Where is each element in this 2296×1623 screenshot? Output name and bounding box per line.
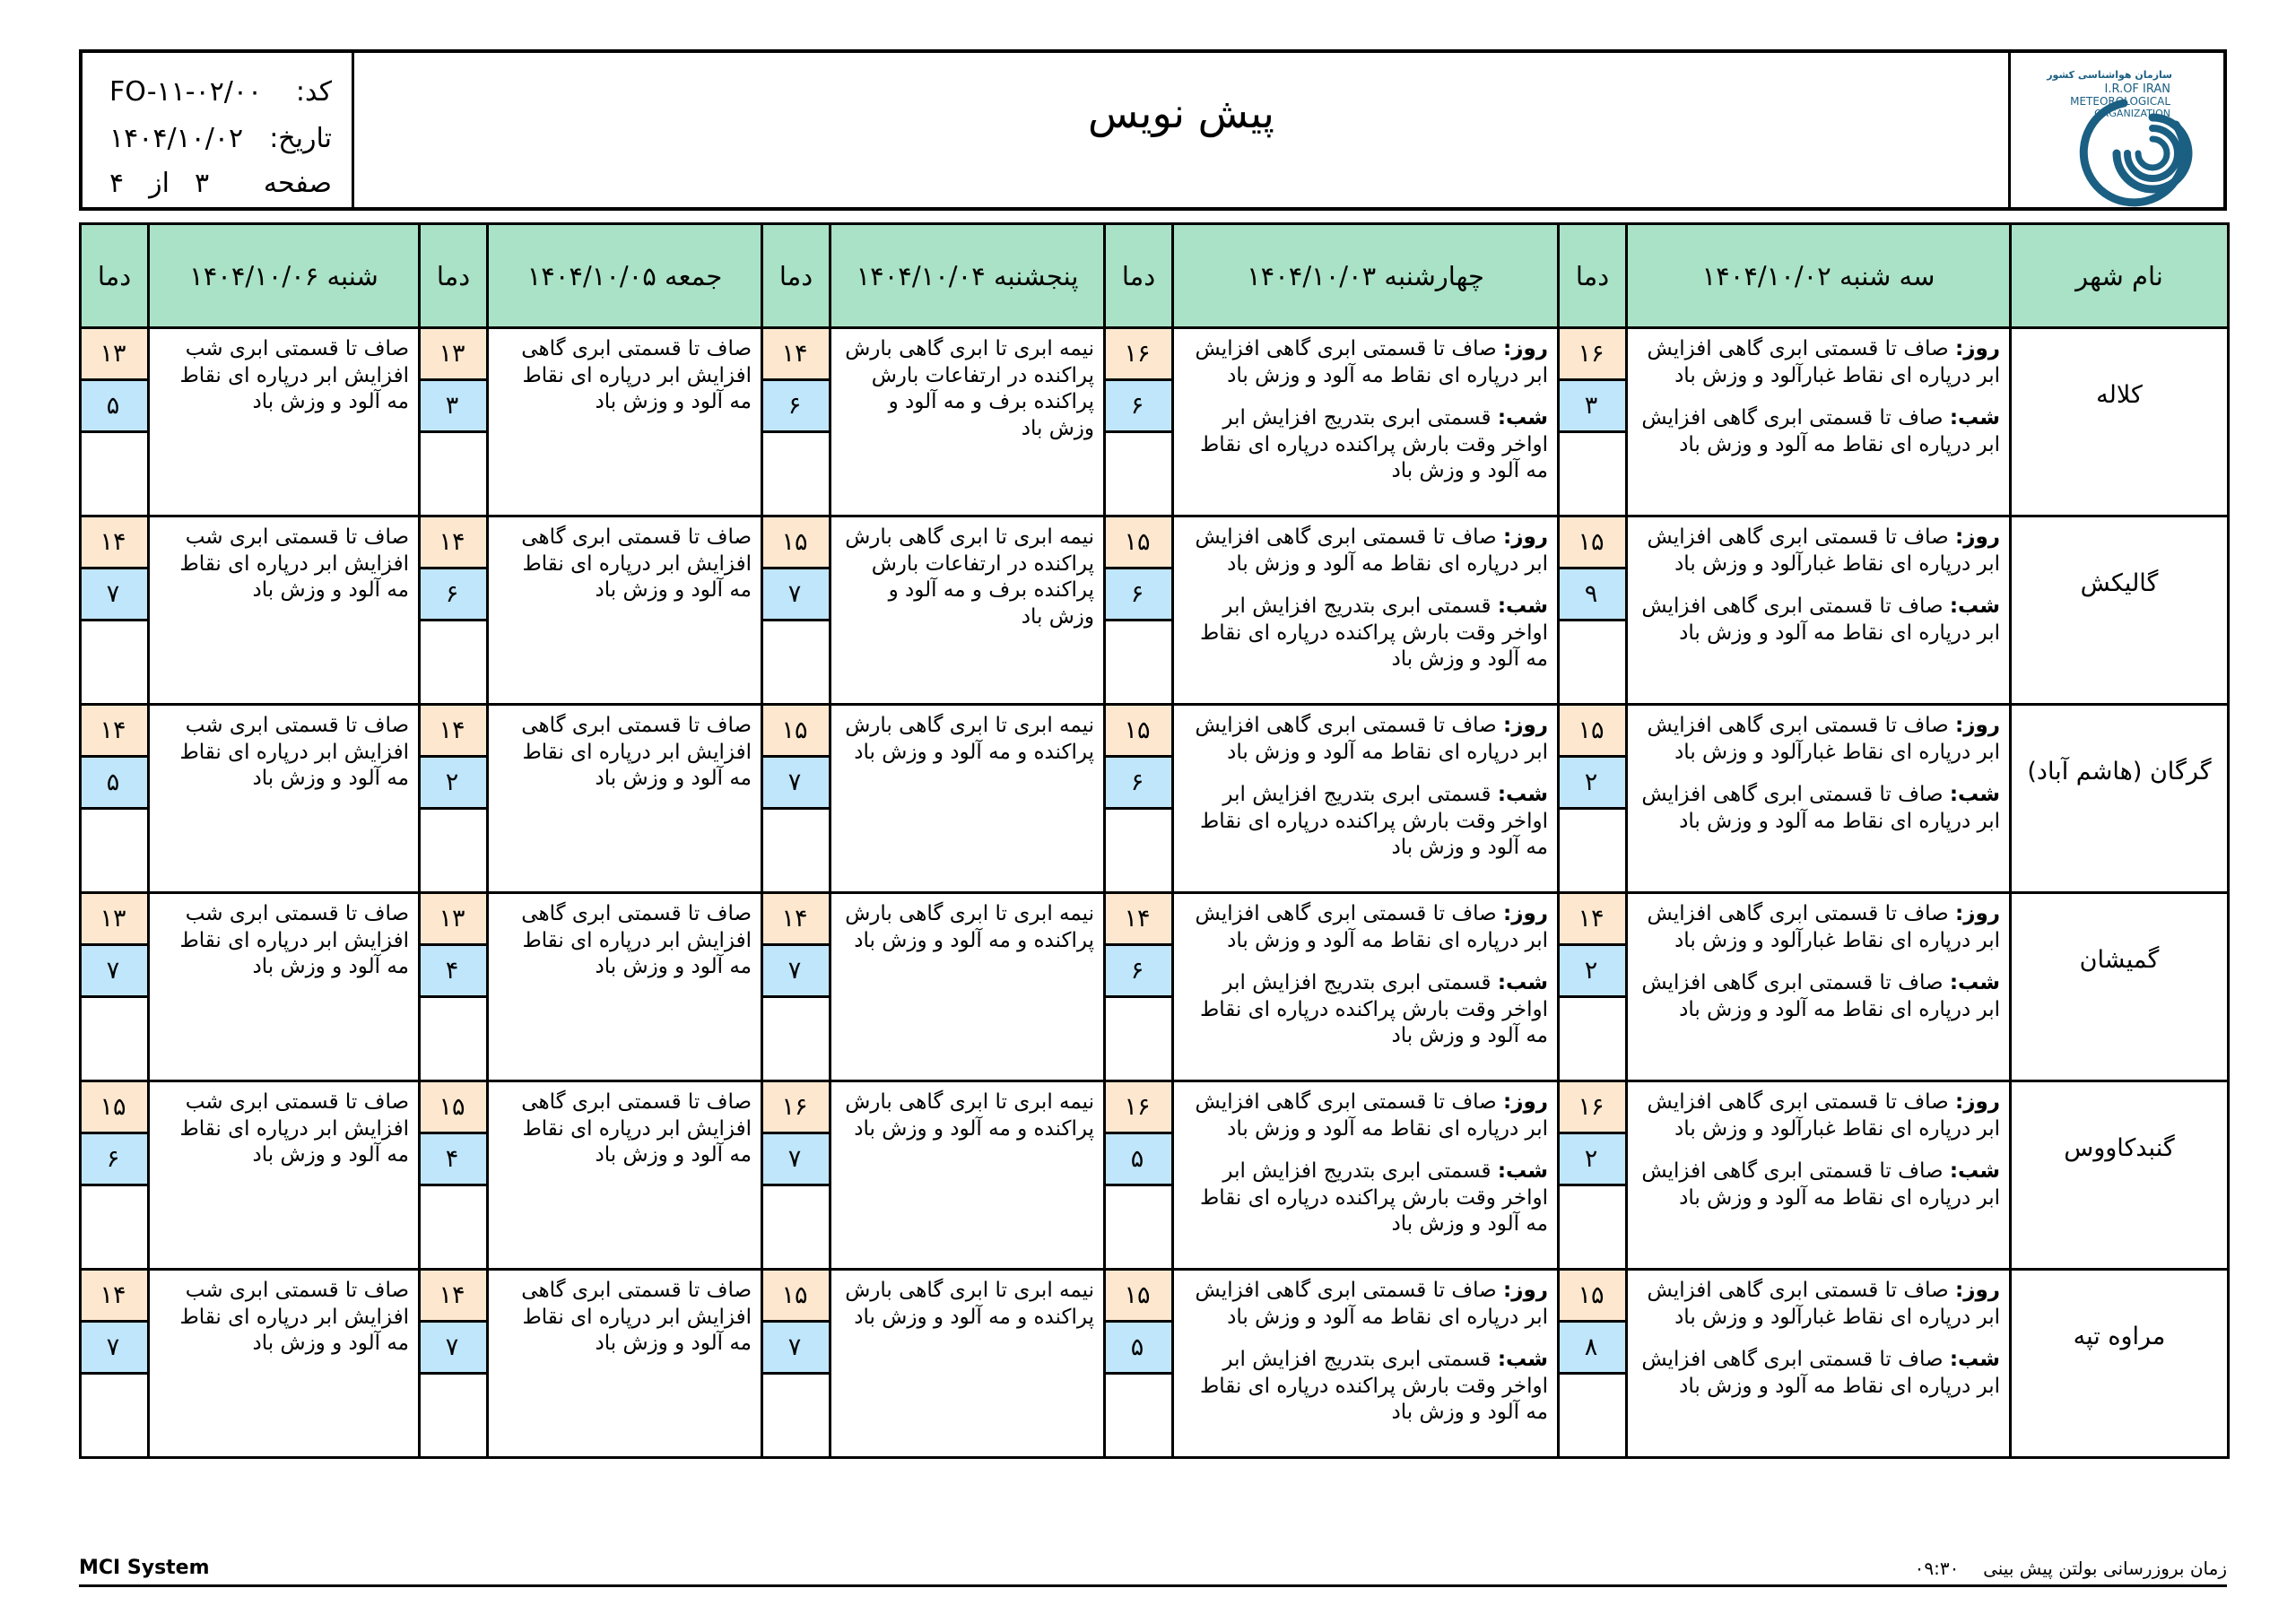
forecast-description-cell bbox=[1173, 1270, 1559, 1458]
temp-column-header: دما bbox=[81, 224, 149, 328]
day-forecast bbox=[1635, 901, 2000, 954]
night-label: شب: bbox=[1949, 1348, 2000, 1371]
day-column-header: پنجشنبه ۱۴۰۴/۱۰/۰۴ bbox=[831, 224, 1105, 328]
min-temperature: ۷ bbox=[761, 1323, 829, 1375]
forecast-description-cell bbox=[831, 705, 1105, 893]
max-temperature: ۱۵ bbox=[79, 1082, 147, 1134]
night-forecast-text: صاف تا قسمتی ابری گاهی افزایش ابر درپاره ای نقاط مه آلود و وزش باد bbox=[1641, 1159, 2000, 1210]
temperature-cell bbox=[1559, 328, 1627, 516]
forecast-description-cell bbox=[149, 705, 420, 893]
page-title: پیش نویس bbox=[1088, 89, 1274, 137]
min-temperature: ۶ bbox=[418, 569, 486, 621]
day-forecast-text: صاف تا قسمتی ابری گاهی افزایش ابر درپاره ای نقاط مه آلود و وزش باد bbox=[1195, 1279, 1548, 1329]
day-forecast bbox=[1635, 713, 2000, 766]
night-forecast-text: قسمتی ابری بتدریج افزایش ابر اواخر وقت بارش پراکنده درپاره ای نقاط مه آلود و وزش باد bbox=[1199, 1159, 1548, 1236]
forecast-description-cell bbox=[149, 893, 420, 1081]
night-label: شب: bbox=[1497, 406, 1548, 430]
forecast-text: صاف تا قسمتی ابری گاهی افزایش ابر درپاره ای نقاط مه آلود و وزش باد bbox=[521, 1090, 752, 1167]
day-forecast bbox=[1181, 713, 1548, 766]
forecast-description-cell bbox=[831, 1270, 1105, 1458]
night-forecast bbox=[1635, 594, 2000, 647]
forecast-text: صاف تا قسمتی ابری گاهی افزایش ابر درپاره ای نقاط مه آلود و وزش باد bbox=[521, 1279, 752, 1355]
city-name: مراوه تپه bbox=[2073, 1323, 2166, 1350]
page-footer bbox=[79, 1551, 2227, 1587]
day-column-header: چهارشنبه ۱۴۰۴/۱۰/۰۳ bbox=[1173, 224, 1559, 328]
min-temperature: ۲ bbox=[1557, 946, 1625, 998]
day-forecast-text: صاف تا قسمتی ابری گاهی افزایش ابر درپاره ای نقاط غبارآلود و وزش باد bbox=[1647, 902, 2000, 952]
max-temperature: ۱۵ bbox=[1557, 1271, 1625, 1323]
night-forecast-text: صاف تا قسمتی ابری گاهی افزایش ابر درپاره ای نقاط مه آلود و وزش باد bbox=[1641, 783, 2000, 833]
night-forecast bbox=[1181, 405, 1548, 485]
night-forecast-text: صاف تا قسمتی ابری گاهی افزایش ابر درپاره ای نقاط مه آلود و وزش باد bbox=[1641, 971, 2000, 1021]
forecast-description-cell bbox=[1627, 1081, 2011, 1270]
day-label: روز: bbox=[1503, 1090, 1548, 1114]
min-temperature: ۶ bbox=[1103, 946, 1171, 998]
night-forecast bbox=[1181, 594, 1548, 673]
max-temperature: ۱۵ bbox=[761, 706, 829, 758]
temperature-cell bbox=[1105, 328, 1173, 516]
max-temperature: ۱۳ bbox=[79, 894, 147, 946]
night-label: شب: bbox=[1497, 971, 1548, 994]
city-cell bbox=[2011, 705, 2229, 893]
forecast-description-cell bbox=[149, 516, 420, 705]
max-temperature: ۱۴ bbox=[418, 1271, 486, 1323]
night-forecast-text: صاف تا قسمتی ابری گاهی افزایش ابر درپاره ای نقاط مه آلود و وزش باد bbox=[1641, 406, 2000, 456]
temperature-cell bbox=[81, 705, 149, 893]
max-temperature: ۱۵ bbox=[1557, 517, 1625, 569]
min-temperature: ۷ bbox=[761, 946, 829, 998]
city-name: گالیکش bbox=[2080, 569, 2159, 597]
temperature-cell bbox=[420, 516, 488, 705]
logo-spiral-icon bbox=[2047, 62, 2217, 210]
temperature-cell bbox=[1105, 705, 1173, 893]
max-temperature: ۱۴ bbox=[761, 329, 829, 381]
forecast-description-cell bbox=[1173, 516, 1559, 705]
meta-date-row bbox=[109, 116, 332, 161]
day-label: روز: bbox=[1503, 525, 1548, 549]
min-temperature: ۲ bbox=[1557, 1134, 1625, 1186]
temperature-cell bbox=[1559, 893, 1627, 1081]
temperature-cell bbox=[1105, 516, 1173, 705]
forecast-text: صاف تا قسمتی ابری شب افزایش ابر درپاره ای نقاط مه آلود و وزش باد bbox=[179, 714, 409, 790]
forecast-text: صاف تا قسمتی ابری گاهی افزایش ابر درپاره ای نقاط مه آلود و وزش باد bbox=[521, 714, 752, 790]
day-forecast-text: صاف تا قسمتی ابری گاهی افزایش ابر درپاره ای نقاط غبارآلود و وزش باد bbox=[1647, 1279, 2000, 1329]
city-column-header: نام شهر bbox=[2011, 224, 2229, 328]
forecast-description-cell bbox=[1173, 328, 1559, 516]
forecast-description-cell bbox=[149, 1081, 420, 1270]
forecast-description-cell bbox=[831, 516, 1105, 705]
temperature-cell bbox=[1559, 516, 1627, 705]
max-temperature: ۱۶ bbox=[761, 1082, 829, 1134]
temp-column-header: دما bbox=[762, 224, 831, 328]
forecast-text: صاف تا قسمتی ابری گاهی افزایش ابر درپاره ای نقاط مه آلود و وزش باد bbox=[521, 337, 752, 413]
forecast-text: نیمه ابری تا ابری گاهی بارش پراکنده و مه آلود و وزش باد bbox=[845, 1090, 1094, 1141]
forecast-description-cell bbox=[488, 328, 762, 516]
day-forecast bbox=[1181, 1089, 1548, 1142]
logo-text-en-3: ORGANIZATION bbox=[2094, 108, 2170, 119]
forecast-text: صاف تا قسمتی ابری شب افزایش ابر درپاره ای نقاط مه آلود و وزش باد bbox=[179, 337, 409, 413]
min-temperature: ۶ bbox=[1103, 758, 1171, 810]
min-temperature: ۵ bbox=[1103, 1323, 1171, 1375]
max-temperature: ۱۵ bbox=[761, 1271, 829, 1323]
temperature-cell bbox=[420, 1270, 488, 1458]
min-temperature: ۲ bbox=[418, 758, 486, 810]
min-temperature: ۳ bbox=[1557, 381, 1625, 433]
meta-page-current: ۳ bbox=[194, 167, 210, 199]
update-info bbox=[1915, 1558, 2227, 1579]
temperature-cell bbox=[762, 516, 831, 705]
day-label: روز: bbox=[1503, 1279, 1548, 1302]
temperature-cell bbox=[81, 516, 149, 705]
day-forecast-text: صاف تا قسمتی ابری گاهی افزایش ابر درپاره ای نقاط مه آلود و وزش باد bbox=[1195, 337, 1548, 387]
table-row bbox=[81, 893, 2229, 1081]
temp-column-header: دما bbox=[1105, 224, 1173, 328]
max-temperature: ۱۵ bbox=[1103, 706, 1171, 758]
max-temperature: ۱۳ bbox=[79, 329, 147, 381]
night-forecast bbox=[1181, 1159, 1548, 1238]
temperature-cell bbox=[81, 1270, 149, 1458]
day-forecast-text: صاف تا قسمتی ابری گاهی افزایش ابر درپاره ای نقاط مه آلود و وزش باد bbox=[1195, 525, 1548, 576]
day-label: روز: bbox=[1955, 714, 2000, 737]
min-temperature: ۷ bbox=[761, 569, 829, 621]
max-temperature: ۱۵ bbox=[418, 1082, 486, 1134]
max-temperature: ۱۵ bbox=[761, 517, 829, 569]
day-forecast-text: صاف تا قسمتی ابری گاهی افزایش ابر درپاره ای نقاط مه آلود و وزش باد bbox=[1195, 902, 1548, 952]
forecast-text: نیمه ابری تا ابری گاهی بارش پراکنده و مه آلود و وزش باد bbox=[845, 902, 1094, 952]
day-forecast bbox=[1181, 1278, 1548, 1331]
city-name: گرگان (هاشم آباد) bbox=[2027, 758, 2212, 785]
night-forecast bbox=[1181, 970, 1548, 1050]
min-temperature: ۴ bbox=[418, 946, 486, 998]
temperature-cell bbox=[420, 328, 488, 516]
forecast-description-cell bbox=[1173, 893, 1559, 1081]
forecast-description-cell bbox=[488, 516, 762, 705]
night-label: شب: bbox=[1949, 783, 2000, 806]
table-row bbox=[81, 1081, 2229, 1270]
night-label: شب: bbox=[1497, 1348, 1548, 1371]
day-label: روز: bbox=[1955, 1090, 2000, 1114]
day-forecast-text: صاف تا قسمتی ابری گاهی افزایش ابر درپاره ای نقاط غبارآلود و وزش باد bbox=[1647, 1090, 2000, 1141]
max-temperature: ۱۵ bbox=[1103, 1271, 1171, 1323]
min-temperature: ۷ bbox=[79, 1323, 147, 1375]
min-temperature: ۷ bbox=[79, 569, 147, 621]
max-temperature: ۱۶ bbox=[1557, 329, 1625, 381]
day-column-header: شنبه ۱۴۰۴/۱۰/۰۶ bbox=[149, 224, 420, 328]
forecast-description-cell bbox=[149, 1270, 420, 1458]
table-row bbox=[81, 516, 2229, 705]
forecast-description-cell bbox=[1627, 893, 2011, 1081]
day-forecast bbox=[1181, 336, 1548, 389]
day-forecast bbox=[1181, 525, 1548, 577]
min-temperature: ۷ bbox=[79, 946, 147, 998]
min-temperature: ۲ bbox=[1557, 758, 1625, 810]
forecast-text: صاف تا قسمتی ابری شب افزایش ابر درپاره ای نقاط مه آلود و وزش باد bbox=[179, 1090, 409, 1167]
city-name: کلاله bbox=[2096, 381, 2143, 409]
night-forecast-text: قسمتی ابری بتدریج افزایش ابر اواخر وقت بارش پراکنده درپاره ای نقاط مه آلود و وزش باد bbox=[1199, 406, 1548, 482]
document-meta bbox=[83, 53, 354, 207]
night-label: شب: bbox=[1497, 783, 1548, 806]
temperature-cell bbox=[420, 705, 488, 893]
temperature-cell bbox=[762, 705, 831, 893]
temperature-cell bbox=[1105, 893, 1173, 1081]
night-forecast bbox=[1635, 970, 2000, 1023]
temperature-cell bbox=[81, 1081, 149, 1270]
document-header bbox=[79, 49, 2227, 211]
forecast-description-cell bbox=[831, 893, 1105, 1081]
day-forecast bbox=[1635, 525, 2000, 577]
night-label: شب: bbox=[1949, 406, 2000, 430]
max-temperature: ۱۶ bbox=[1103, 329, 1171, 381]
forecast-description-cell bbox=[488, 1270, 762, 1458]
temperature-cell bbox=[1105, 1081, 1173, 1270]
logo-text-fa: سازمان هواشناسی کشور bbox=[2047, 69, 2172, 81]
meta-page-label: صفحه bbox=[263, 167, 332, 199]
temperature-cell bbox=[1559, 705, 1627, 893]
temperature-cell bbox=[762, 1081, 831, 1270]
meta-code-label: کد: bbox=[295, 75, 332, 108]
night-forecast bbox=[1635, 405, 2000, 458]
forecast-text: صاف تا قسمتی ابری شب افزایش ابر درپاره ای نقاط مه آلود و وزش باد bbox=[179, 1279, 409, 1355]
city-cell bbox=[2011, 328, 2229, 516]
max-temperature: ۱۳ bbox=[418, 329, 486, 381]
city-name: گمیشان bbox=[2079, 946, 2160, 974]
day-forecast bbox=[1635, 336, 2000, 389]
forecast-description-cell bbox=[488, 1081, 762, 1270]
organization-logo bbox=[2008, 53, 2223, 207]
forecast-text: نیمه ابری تا ابری گاهی بارش پراکنده در ارتفاعات بارش پراکنده برف و مه آلود و وزش باد bbox=[845, 337, 1094, 440]
min-temperature: ۵ bbox=[79, 758, 147, 810]
forecast-description-cell bbox=[488, 705, 762, 893]
forecast-description-cell bbox=[488, 893, 762, 1081]
forecast-table bbox=[79, 222, 2230, 1459]
min-temperature: ۳ bbox=[418, 381, 486, 433]
temperature-cell bbox=[762, 328, 831, 516]
max-temperature: ۱۴ bbox=[79, 517, 147, 569]
max-temperature: ۱۴ bbox=[79, 1271, 147, 1323]
update-label: زمان بروزرسانی بولتن پیش بینی bbox=[1983, 1557, 2227, 1579]
day-forecast bbox=[1635, 1089, 2000, 1142]
max-temperature: ۱۶ bbox=[1557, 1082, 1625, 1134]
day-column-header: سه شنبه ۱۴۰۴/۱۰/۰۲ bbox=[1627, 224, 2011, 328]
min-temperature: ۴ bbox=[418, 1134, 486, 1186]
forecast-text: نیمه ابری تا ابری گاهی بارش پراکنده و مه آلود و وزش باد bbox=[845, 714, 1094, 764]
night-label: شب: bbox=[1949, 595, 2000, 618]
day-forecast-text: صاف تا قسمتی ابری گاهی افزایش ابر درپاره ای نقاط غبارآلود و وزش باد bbox=[1647, 525, 2000, 576]
forecast-text: صاف تا قسمتی ابری شب افزایش ابر درپاره ای نقاط مه آلود و وزش باد bbox=[179, 902, 409, 978]
day-label: روز: bbox=[1955, 1279, 2000, 1302]
min-temperature: ۷ bbox=[761, 758, 829, 810]
min-temperature: ۵ bbox=[79, 381, 147, 433]
day-label: روز: bbox=[1503, 902, 1548, 925]
forecast-text: نیمه ابری تا ابری گاهی بارش پراکنده و مه آلود و وزش باد bbox=[845, 1279, 1094, 1329]
forecast-description-cell bbox=[1173, 705, 1559, 893]
min-temperature: ۹ bbox=[1557, 569, 1625, 621]
forecast-description-cell bbox=[1627, 328, 2011, 516]
forecast-description-cell bbox=[1627, 705, 2011, 893]
max-temperature: ۱۵ bbox=[1103, 517, 1171, 569]
forecast-description-cell bbox=[831, 328, 1105, 516]
night-label: شب: bbox=[1497, 595, 1548, 618]
table-header-row bbox=[81, 224, 2229, 328]
table-row bbox=[81, 328, 2229, 516]
temperature-cell bbox=[762, 893, 831, 1081]
day-label: روز: bbox=[1503, 714, 1548, 737]
forecast-text: صاف تا قسمتی ابری شب افزایش ابر درپاره ای نقاط مه آلود و وزش باد bbox=[179, 525, 409, 602]
forecast-description-cell bbox=[1627, 1270, 2011, 1458]
night-label: شب: bbox=[1949, 971, 2000, 994]
forecast-description-cell bbox=[1627, 516, 2011, 705]
min-temperature: ۶ bbox=[1103, 381, 1171, 433]
city-name: گنبدکاووس bbox=[2064, 1134, 2175, 1162]
max-temperature: ۱۴ bbox=[79, 706, 147, 758]
day-label: روز: bbox=[1503, 337, 1548, 360]
meta-date-value: ۱۴۰۴/۱۰/۰۲ bbox=[109, 122, 244, 154]
meta-page-total: ۴ bbox=[109, 167, 125, 199]
temperature-cell bbox=[81, 893, 149, 1081]
night-forecast bbox=[1635, 782, 2000, 835]
night-forecast-text: صاف تا قسمتی ابری گاهی افزایش ابر درپاره ای نقاط مه آلود و وزش باد bbox=[1641, 1348, 2000, 1398]
min-temperature: ۶ bbox=[1103, 569, 1171, 621]
day-forecast-text: صاف تا قسمتی ابری گاهی افزایش ابر درپاره ای نقاط غبارآلود و وزش باد bbox=[1647, 714, 2000, 764]
update-time: ۰۹:۳۰ bbox=[1914, 1557, 1960, 1579]
temp-column-header: دما bbox=[1559, 224, 1627, 328]
min-temperature: ۷ bbox=[418, 1323, 486, 1375]
min-temperature: ۵ bbox=[1103, 1134, 1171, 1186]
day-forecast-text: صاف تا قسمتی ابری گاهی افزایش ابر درپاره ای نقاط مه آلود و وزش باد bbox=[1195, 1090, 1548, 1141]
min-temperature: ۶ bbox=[79, 1134, 147, 1186]
max-temperature: ۱۴ bbox=[1557, 894, 1625, 946]
max-temperature: ۱۳ bbox=[418, 894, 486, 946]
max-temperature: ۱۴ bbox=[1103, 894, 1171, 946]
day-label: روز: bbox=[1955, 902, 2000, 925]
night-label: شب: bbox=[1497, 1159, 1548, 1183]
max-temperature: ۱۴ bbox=[418, 706, 486, 758]
forecast-text: صاف تا قسمتی ابری گاهی افزایش ابر درپاره ای نقاط مه آلود و وزش باد bbox=[521, 902, 752, 978]
temperature-cell bbox=[1105, 1270, 1173, 1458]
table-row bbox=[81, 705, 2229, 893]
min-temperature: ۸ bbox=[1557, 1323, 1625, 1375]
night-forecast bbox=[1635, 1347, 2000, 1400]
forecast-description-cell bbox=[1173, 1081, 1559, 1270]
night-label: شب: bbox=[1949, 1159, 2000, 1183]
temperature-cell bbox=[1559, 1270, 1627, 1458]
forecast-text: نیمه ابری تا ابری گاهی بارش پراکنده در ارتفاعات بارش پراکنده برف و مه آلود و وزش باد bbox=[845, 525, 1094, 629]
meta-code-value: FO-۱۱-۰۲/۰۰ bbox=[109, 75, 263, 108]
night-forecast-text: قسمتی ابری بتدریج افزایش ابر اواخر وقت بارش پراکنده درپاره ای نقاط مه آلود و وزش باد bbox=[1199, 971, 1548, 1047]
temp-column-header: دما bbox=[420, 224, 488, 328]
temperature-cell bbox=[1559, 1081, 1627, 1270]
city-cell bbox=[2011, 516, 2229, 705]
forecast-description-cell bbox=[149, 328, 420, 516]
night-forecast-text: قسمتی ابری بتدریج افزایش ابر اواخر وقت بارش پراکنده درپاره ای نقاط مه آلود و وزش باد bbox=[1199, 595, 1548, 671]
temperature-cell bbox=[420, 893, 488, 1081]
night-forecast-text: قسمتی ابری بتدریج افزایش ابر اواخر وقت بارش پراکنده درپاره ای نقاط مه آلود و وزش باد bbox=[1199, 1348, 1548, 1424]
day-forecast-text: صاف تا قسمتی ابری گاهی افزایش ابر درپاره ای نقاط غبارآلود و وزش باد bbox=[1647, 337, 2000, 387]
system-name: MCI System bbox=[79, 1557, 210, 1579]
day-label: روز: bbox=[1955, 525, 2000, 549]
day-column-header: جمعه ۱۴۰۴/۱۰/۰۵ bbox=[488, 224, 762, 328]
max-temperature: ۱۵ bbox=[1557, 706, 1625, 758]
max-temperature: ۱۶ bbox=[1103, 1082, 1171, 1134]
logo-text-en-1: I.R.OF IRAN bbox=[2104, 82, 2170, 96]
city-cell bbox=[2011, 1270, 2229, 1458]
forecast-text: صاف تا قسمتی ابری گاهی افزایش ابر درپاره ای نقاط مه آلود و وزش باد bbox=[521, 525, 752, 602]
temperature-cell bbox=[762, 1270, 831, 1458]
city-cell bbox=[2011, 1081, 2229, 1270]
night-forecast bbox=[1181, 782, 1548, 862]
meta-page-numbers bbox=[109, 168, 209, 199]
meta-code-row bbox=[109, 69, 332, 114]
day-forecast bbox=[1635, 1278, 2000, 1331]
logo-text-en-2: METEOROLOGICAL bbox=[2070, 95, 2170, 108]
day-forecast bbox=[1181, 901, 1548, 954]
night-forecast-text: قسمتی ابری بتدریج افزایش ابر اواخر وقت بارش پراکنده درپاره ای نقاط مه آلود و وزش باد bbox=[1199, 783, 1548, 859]
temperature-cell bbox=[420, 1081, 488, 1270]
temperature-cell bbox=[81, 328, 149, 516]
max-temperature: ۱۴ bbox=[761, 894, 829, 946]
max-temperature: ۱۴ bbox=[418, 517, 486, 569]
night-forecast-text: صاف تا قسمتی ابری گاهی افزایش ابر درپاره ای نقاط مه آلود و وزش باد bbox=[1641, 595, 2000, 645]
min-temperature: ۷ bbox=[761, 1134, 829, 1186]
night-forecast bbox=[1181, 1347, 1548, 1427]
day-label: روز: bbox=[1955, 337, 2000, 360]
forecast-description-cell bbox=[831, 1081, 1105, 1270]
meta-page-of: از bbox=[149, 167, 170, 199]
meta-date-label: تاریخ: bbox=[269, 122, 332, 154]
min-temperature: ۶ bbox=[761, 381, 829, 433]
day-forecast-text: صاف تا قسمتی ابری گاهی افزایش ابر درپاره ای نقاط مه آلود و وزش باد bbox=[1195, 714, 1548, 764]
city-cell bbox=[2011, 893, 2229, 1081]
night-forecast bbox=[1635, 1159, 2000, 1211]
meta-page-row bbox=[109, 161, 332, 205]
table-row bbox=[81, 1270, 2229, 1458]
